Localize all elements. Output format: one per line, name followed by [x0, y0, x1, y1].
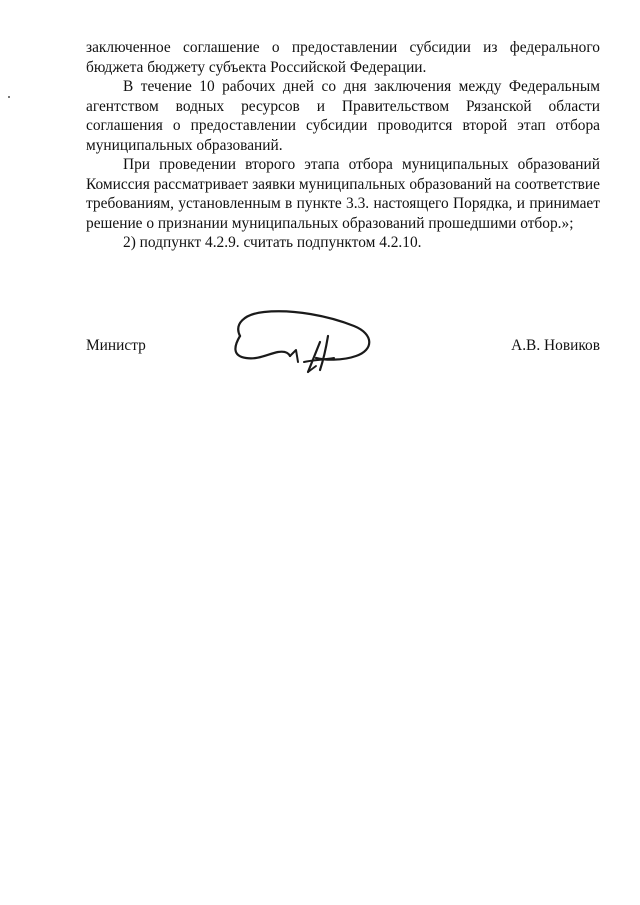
document-body [86, 38, 600, 253]
signer-name: А.В. Новиков [511, 337, 600, 354]
paragraph-subclause-renumber: 2) подпункт 4.2.9. считать подпунктом 4.2.10. [123, 234, 422, 251]
paragraph-commission-review: При проведении второго этапа отбора муниципальных образований Комиссия рассматривает заявки муниципальных образований на соответствие требованиям, установленным в пункте 3.3. настоящего Порядка, и принимает решение о признании муниципальных образований прошедшими отбор.»; [86, 156, 600, 232]
paragraph-second-stage-timing: В течение 10 рабочих дней со дня заключения между Федеральным агентством водных ресурсов и Правительством Рязанской области соглашения о предоставлении субсидии проводится второй этап отбора муниципальных образований. [86, 78, 600, 154]
handwritten-signature [224, 306, 384, 382]
margin-dot [8, 96, 10, 98]
signer-position: Министр [86, 337, 146, 354]
paragraph-continuation: заключенное соглашение о предоставлении субсидии из федерального бюджета бюджету субъекта Российской Федерации. [86, 39, 600, 76]
